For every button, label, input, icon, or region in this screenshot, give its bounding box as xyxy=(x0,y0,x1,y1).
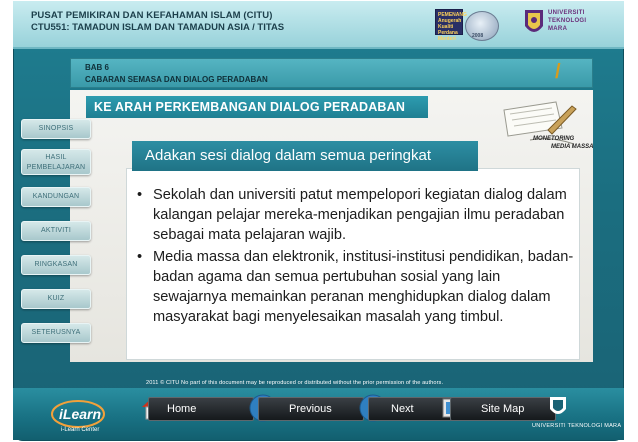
sitemap-button-label: Site Map xyxy=(481,403,525,415)
menu-kuiz-button[interactable]: KUIZ xyxy=(21,289,91,309)
menu-sinopsis-button[interactable]: SINOPSIS xyxy=(21,119,91,139)
illustration-label-media: MEDIA MASSA xyxy=(551,144,594,150)
list-item xyxy=(137,247,577,327)
course-title: PUSAT PEMIKIRAN DAN KEFAHAMAN ISLAM (CITU) xyxy=(31,10,273,21)
bullet-marker: • xyxy=(137,249,143,265)
menu-ringkasan-button[interactable]: RINGKASAN xyxy=(21,255,91,275)
menu-kandungan-button[interactable]: KANDUNGAN xyxy=(21,187,91,207)
footer-university-label: UNIVERSITI TEKNOLOGI MARA xyxy=(532,423,622,429)
bullet-text: Media massa dan elektronik, institusi-institusi pendidikan, badan-badan agama dan semua pertubuhan sosial yang lain sewajarnya memainkan peranan menghidupkan dialog dalam masyarakat bagi menyelesaikan masalah yang timbul. xyxy=(153,249,574,325)
chapter-number: BAB 6 xyxy=(85,63,110,72)
menu-seterusnya-button[interactable]: SETERUSNYA xyxy=(21,323,91,343)
list-item xyxy=(137,185,577,245)
menu-hasil-pembelajaran-button[interactable]: HASIL PEMBELAJARAN xyxy=(21,149,91,175)
header-bar xyxy=(13,1,624,49)
bullet-marker: • xyxy=(137,187,143,203)
sitemap-button[interactable] xyxy=(450,397,556,421)
chapter-bar xyxy=(70,58,593,88)
award-logo xyxy=(435,9,505,43)
menu-aktiviti-button[interactable]: AKTIVITI xyxy=(21,221,91,241)
bullet-list xyxy=(137,181,577,329)
chapter-name: CABARAN SEMASA DAN DIALOG PERADABAN xyxy=(85,75,268,84)
decorative-slash-icon: / xyxy=(555,61,561,83)
bullet-text: Sekolah dan universiti patut mempelopori kegiatan dialog dalam kalangan pelajar mereka-menjadikan pengajian ilmu peradaban sebagai mata pelajaran wajib. xyxy=(153,187,567,243)
previous-button[interactable] xyxy=(258,397,364,421)
section-title: KE ARAH PERKEMBANGAN DIALOG PERADABAN xyxy=(86,96,428,118)
svg-text:iLearn: iLearn xyxy=(59,406,102,422)
course-code: CTU551: TAMADUN ISLAM DAN TAMADUN ASIA / TITAS xyxy=(31,22,285,33)
home-button[interactable] xyxy=(148,397,254,421)
home-button-label: Home xyxy=(167,403,197,415)
text-panel xyxy=(126,168,580,360)
award-year: 2008 xyxy=(472,33,484,39)
ilearn-label: i-Learn Center xyxy=(61,427,100,433)
uitm-crest-icon xyxy=(548,395,568,419)
award-text: PEMENANG Anugerah Kualiti Perdana Menteri xyxy=(438,12,467,42)
next-button-label: Next xyxy=(391,403,414,415)
university-name: UNIVERSITI TEKNOLOGI MARA xyxy=(548,10,587,32)
previous-button-label: Previous xyxy=(289,403,332,415)
uitm-crest-icon xyxy=(523,8,545,38)
copyright-notice: 2011 © CITU No part of this document may be reproduced or distributed without the prior permission of the authors. xyxy=(146,380,444,386)
illustration-label-monitoring: MONETORING xyxy=(533,136,575,142)
callout-heading: Adakan sesi dialog dalam semua peringkat xyxy=(132,141,478,171)
